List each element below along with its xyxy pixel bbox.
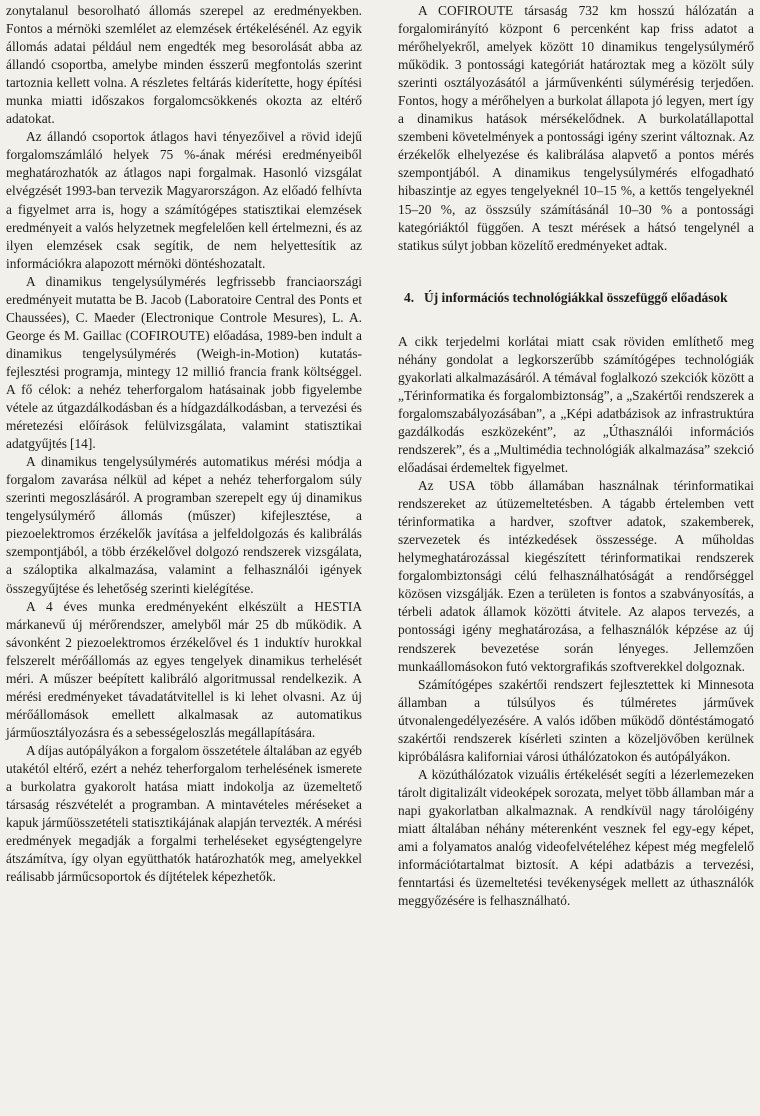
section-heading [398, 289, 754, 307]
paragraph-hestia-system: A 4 éves munka eredményeként elkészült a HESTIA márkanevű új mérőrendszer, amelyből már 25 db működik. A sávonként 2 piezoelektromos érzékelővel és 1 induktív hurokkal felszerelt mérőállomás az egyes tengelyek dinamikus terhelését méri. A műszer beépített kalibráló algoritmussal rendelkezik. A mérési eredményeket távadatátvitellel is ki lehet olvasni. Az új mérőállomások emellett alkalmasak az automatikus járműosztályozásra és a sebességeloszlás megállapítására. [6, 598, 362, 740]
paragraph-french-wim-results: A dinamikus tengelysúlymérés legfrissebb franciaországi eredményeit mutatta be B. Jacob (Laboratoire Central des Ponts et Chaussées), C. Maeder (Electronique Controle Mesures), L. A. George és M. Gaillac (COFIROUTE) előadása, 1989-ben indult a dinamikus tengelysúlymérés (Weigh-in-Motion) kutatás-fejlesztési programja, mintegy 12 millió francia frank költséggel. A fő célok: a nehéz teherforgalom hatásainak jobb figyelembe vétele az útgazdálkodásban és a hídgazdálkodásban, a tervezési és méretezési előírások felülvizsgálata, valamint statisztikai adatgyűjtés [14]. [6, 273, 362, 452]
paragraph-permanent-groups: Az állandó csoportok átlagos havi tényezőivel a rövid idejű forgalomszámláló helyek 75 %-ának mérési eredményeiből meghatározhatók az átlagos napi forgalmak. Hasonló vizsgálat elvégzését 1993-ban tervezik Magyarországon. Az előadó felhívta a figyelmet arra is, hogy a számítógépes statisztikai elemzések eredményeit a valós helyzetnek megfelelően kell értelmezni, és az ilyen elemzések csak segítik, de nem helyettesítik az információkra alapozott mérnöki döntéshozatalt. [6, 129, 362, 271]
right-column [398, 2, 754, 910]
paragraph-wim-measurement-mode: A dinamikus tengelysúlymérés automatikus mérési módja a forgalom zavarása nélkül ad képet a nehéz teherforgalom súly szerinti megoszlásáról. A programban szerepelt egy új dinamikus tengelysúlymérő állomás (műszer) kifejlesztése, a piezoelektromos érzékelők javítása a jelfeldolgozás és kalibrálás szempontjából, a több érzékelővel dolgozó rendszerek vizsgálata, a száloptika alkalmazása, valamint a felhasználói igények összegyűjtése és lehetőség szerinti kielégítése. [6, 454, 362, 596]
paragraph-video-images: A közúthálózatok vizuális értékelését segíti a lézerlemezeken tárolt digitalizált videoképek sorozata, melyet több államban már a napi gyakorlatban alkalmaznak. A rendkívül nagy tárolóigény miatt általában néhány méterenként vesznek fel egy-egy képet, ami a folyamatos analóg videofelvételéhez képest még megfelelő információtartalmat biztosít. A képi adatbázis a tervezési, fenntartási és üzemeltetési tevékenységek mellett az úthasználók meggyőzésére is felhasználható. [398, 766, 754, 909]
paragraph-toll-motorways: A díjas autópályákon a forgalom összetétele általában az egyéb utakétól eltérő, ezért a nehéz teherforgalom terhelésének ismerete a burkolatra gyakorolt hatása miatt indokolja az üzemeltető társaság részvételét a programban. A mintavételes méréseket a kapuk járműösszetételi statisztikájának alapján tervezték. A mérési eredmények megadják a forgalmi terheléseket egységtengelyre átszámítva, így olyan együtthatók határozhatók meg, amelyekkel reálisabb járműcsoportok és díjtételek képezhetők. [6, 742, 362, 885]
paragraph-cofiroute-network: A COFIROUTE társaság 732 km hosszú hálózatán a forgalomirányító központ 6 percenként kap friss adatot a mérőhelyekről, amelyek között 10 dinamikus tengelysúlymérő működik. 3 pontossági kategóriát határoztak meg a közölt súly szerinti osztályozásától a járművenkénti súlymérésig terjedően. Fontos, hogy a mérőhelyen a burkolat állapota jó legyen, mert így a dinamikus hatások mérsékelődnek. A burkolatállapottal szembeni követelmények a pontossági igény szerint változnak. Az érzékelők elhelyezése és kalibrálása alapvető a pontos mérés szempontjából. A dinamikus tengelysúlymérés elfogadható hibaszintje az egyes tengelyeknél 10–15 %, a kettős tengelyeknél 15–20 %, az összsúly számításánál 10–30 % a pontossági kategóriáktól függően. A teszt mérések a hátsó tengelynél a statikus súlyt jobban közelítő eredményeket adtak. [398, 3, 754, 253]
paragraph-it-overview: A cikk terjedelmi korlátai miatt csak röviden említhető meg néhány gondolat a legkorszerűbb számítógépes technológiák gyakorlati alkalmazásáról. A témával foglalkozó szekciók között a „Térinformatika és forgalombiztonság”, a „Szakértői rendszerek a forgalomszabályozásában”, a „Képi adatbázisok az infrastruktúra gazdálkodás eszközeként”, az „Úthasználói információs rendszerek”, és a „Multimédia technológiák alkalmazása” szekció előadásai érdemeltek figyelmet. [398, 333, 754, 476]
paragraph-usa-gis: Az USA több államában használnak térinformatikai rendszereket az útüzemeltetésben. A tágabb értelemben vett térinformatika a hardver, szoftver adatok, szakemberek, szervezetek és intézkedések összessége. A műholdas helymeghatározással kiegészített térinformatikai rendszerek forgalombiztonsági célú felhasználhatóságát a rendőrséggel közösen vizsgálják. Ezen a területen is fontos a szabványosítás, a térbeli adatok államok közötti átvitele. Az alapos tervezés, a pontossági igény meghatározása, a felhasználók képzése az új rendszerek bevezetése során lényeges. Jellemzően munkaállomásokon futó vektorgrafikás szoftverekkel dolgoznak. [398, 478, 754, 674]
paragraph-continuation: zonytalanul besorolható állomás szerepel az eredményekben. Fontos a mérnöki szemlélet az elemzések értékelésénél. Az egyik állomás adatai például nem engedték meg besorolását abba az állandó csoportba, amelybe minden ésszerű megfontolás szerint tartoznia kellett volna. A részletes feltárás kiderítette, hogy építési munka miatti időszakos forgalomcsökkenés okozta az eltérő adatokat. [6, 3, 362, 127]
left-column [6, 2, 362, 886]
paragraph-expert-system: Számítógépes szakértői rendszert fejlesztettek ki Minnesota államban a túlsúlyos és túlméretes járművek útvonalengedélyezésére. A valós időben működő döntéstámogató szakértői rendszerek kísérleti szinten a közeljövőben kerülnek kipróbálásra kaliforniai városi úthálózatokon és autópályákon. [398, 676, 754, 764]
section-title: Új információs technológiákkal összefüggő előadások [424, 289, 728, 305]
section-number: 4. [404, 289, 415, 305]
